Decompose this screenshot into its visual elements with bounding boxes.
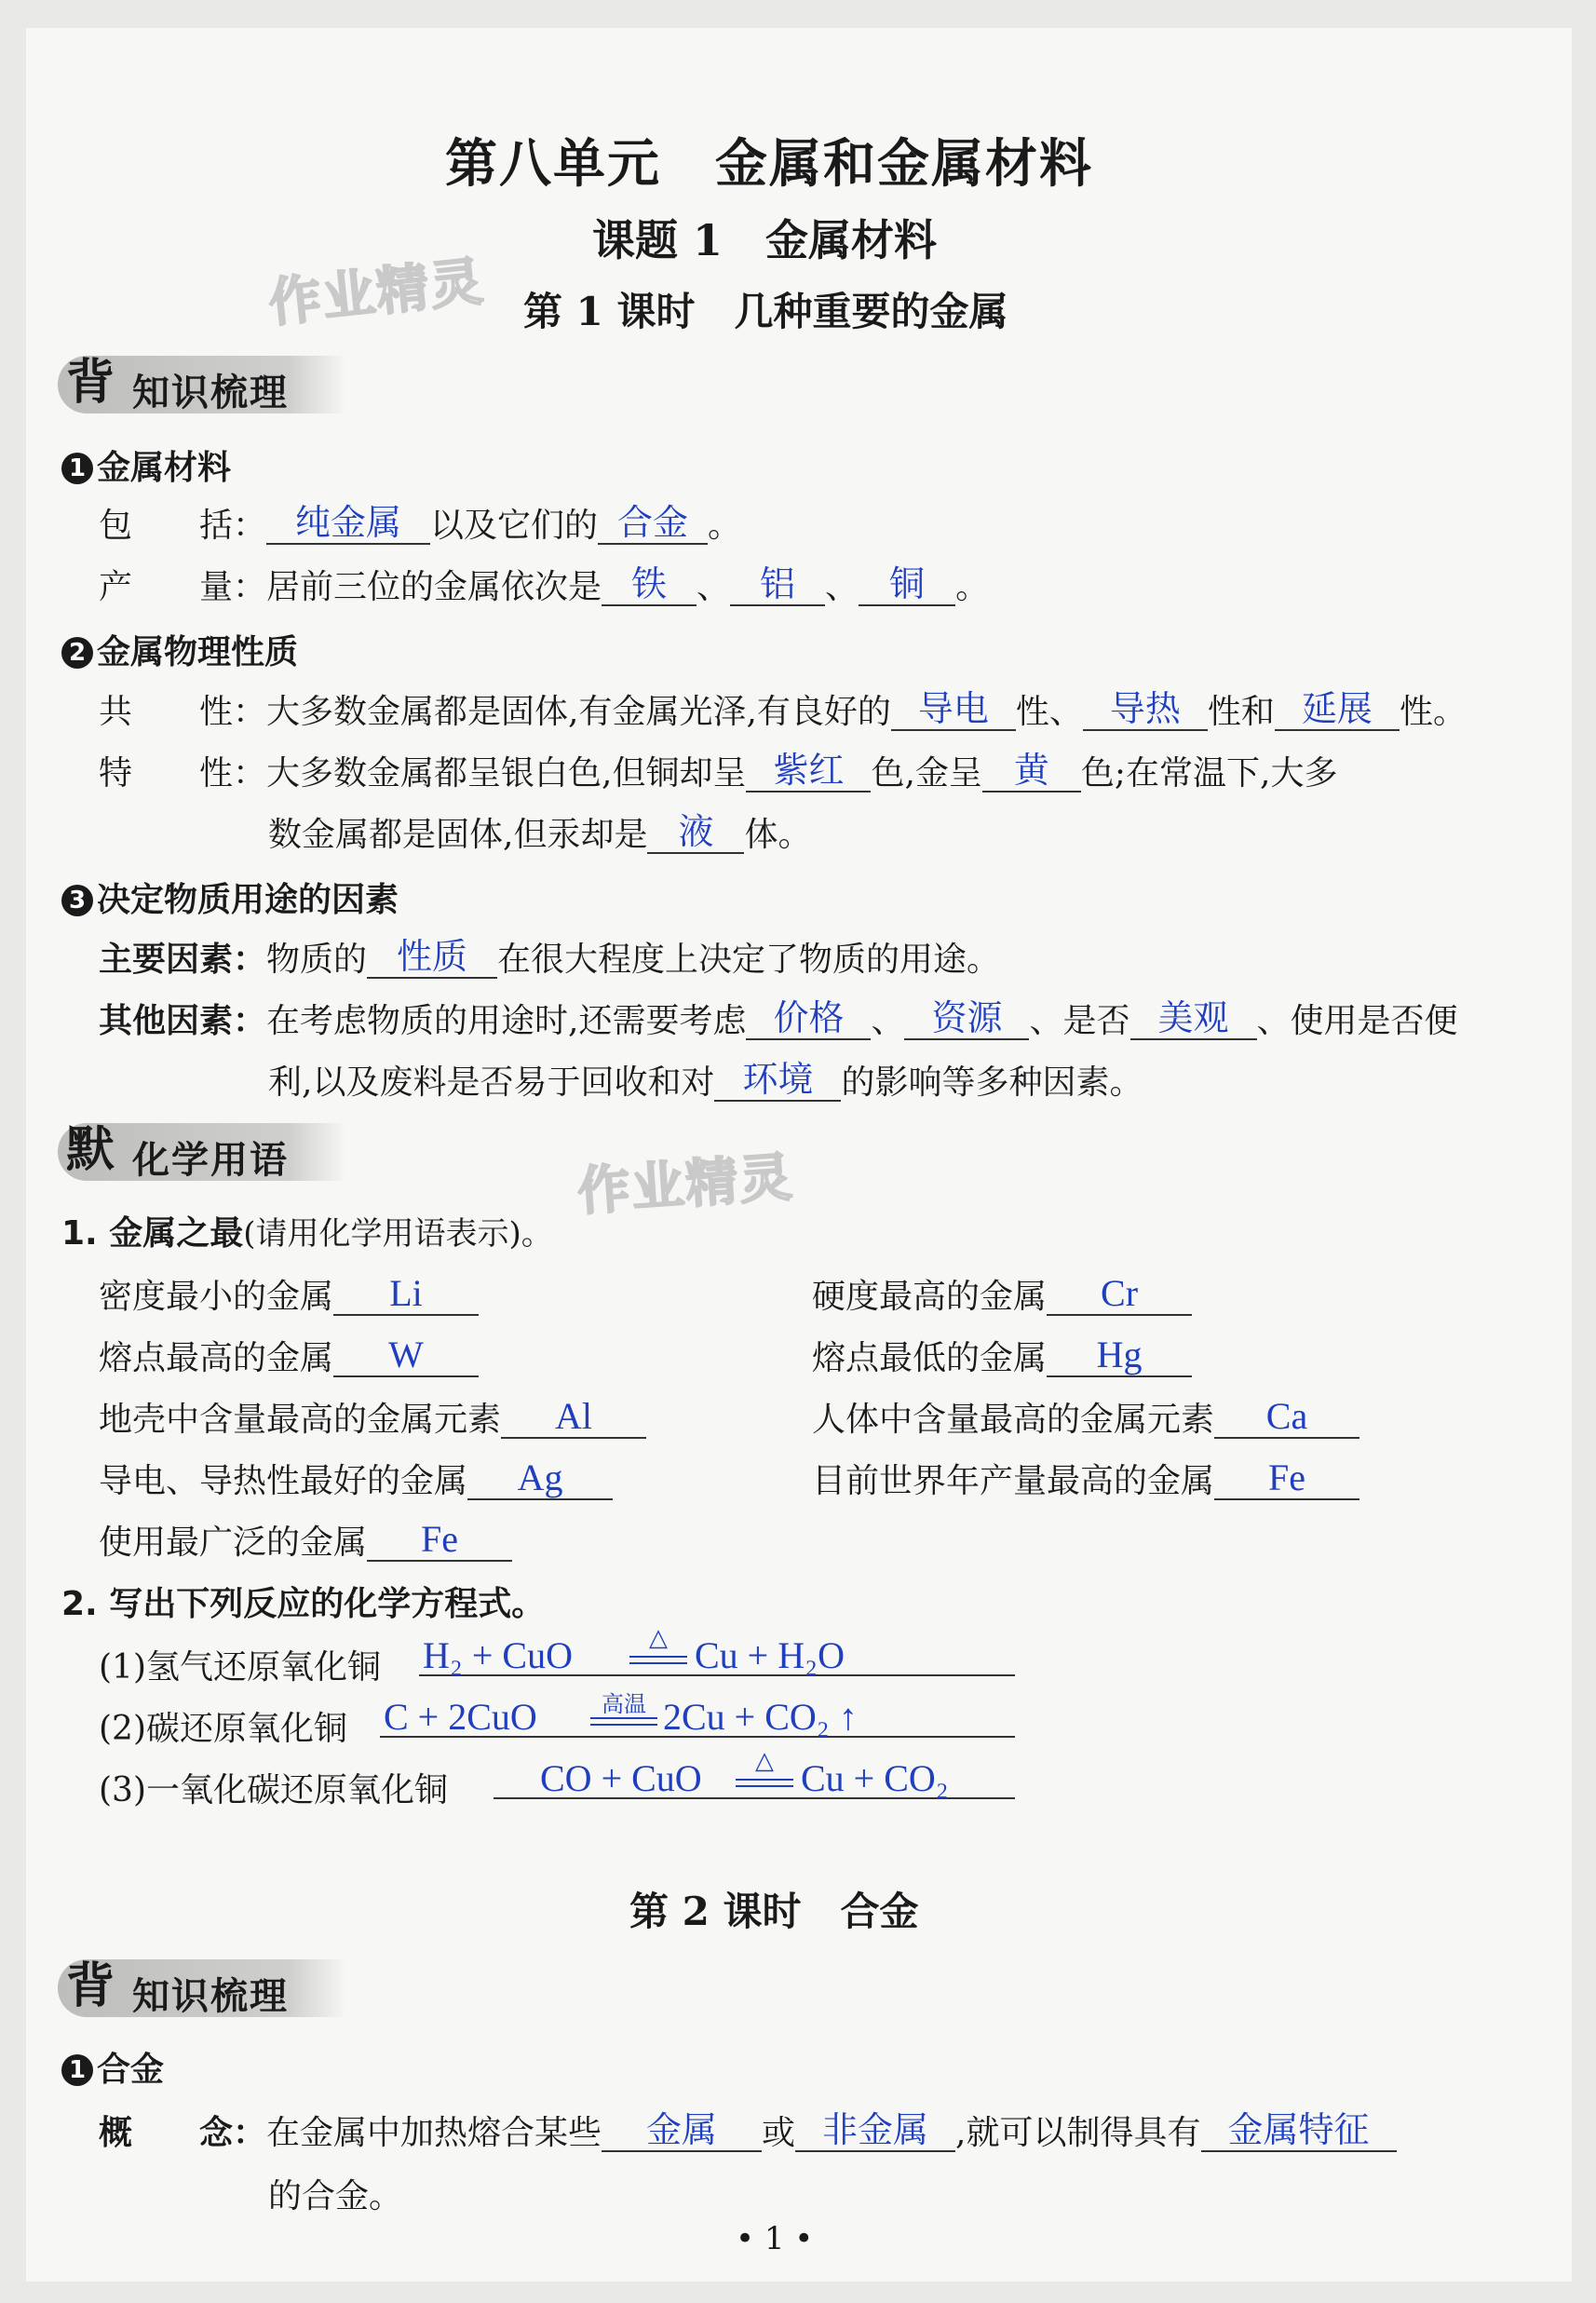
answer-blank: 价格 [746,997,871,1040]
badge-label: 化学用语 [132,1139,289,1182]
text: 、 [697,568,731,606]
section-title: 金属物理性质 [97,633,299,671]
row-other-factors [99,995,1458,1042]
section-title: 决定物质用途的因素 [97,881,399,919]
section-badge-knowledge [58,1959,346,2017]
section-badge-knowledge [58,356,346,413]
equation-question: (3)一氧化碳还原氧化铜 [99,1771,448,1809]
text: 、 [871,1002,905,1040]
superlative-item [99,1516,512,1564]
text: 体。 [744,816,812,854]
badge-label: 知识梳理 [132,1975,289,2018]
section-heading-alloy [61,2043,164,2091]
label: 概 念： [99,2114,267,2152]
label: 主要因素： [99,941,267,979]
answer-blank: 非金属 [795,2109,955,2152]
equation-products: Cu + H₂O [695,1634,845,1676]
superlative-item [812,1393,1359,1441]
equation-reactants: H₂ + CuO [423,1634,573,1676]
section-title: 金属材料 [97,449,232,487]
watermark: 作业精灵 [265,251,488,334]
text: 目前世界年产量最高的金属 [812,1462,1215,1500]
text: 密度最小的金属 [99,1278,334,1316]
equation-answer [380,1691,1015,1738]
superlative-item [99,1393,646,1441]
answer-blank: Fe [1214,1457,1359,1500]
answer-blank: W [333,1334,479,1377]
equation-products: Cu + CO₂ [801,1757,949,1799]
answer-blank: Cr [1047,1273,1192,1316]
badge-char: 背 [65,1958,115,2014]
answer-blank: 环境 [714,1059,841,1102]
reaction-condition: 高温 [590,1695,657,1736]
section-heading-physical-properties [61,626,298,673]
answer-blank: 金属 [602,2109,762,2152]
section-heading-usage-factors [61,874,399,921]
number-badge: 2 [61,637,93,669]
superlative-item [812,1332,1192,1379]
row-special [99,747,1338,794]
text: 利,以及废料是否易于回收和对 [268,1063,715,1102]
equation-products: 2Cu + CO₂ ↑ [663,1696,858,1738]
question-1-title [61,1207,553,1254]
superlative-item [812,1270,1192,1318]
equation-question: (2)碳还原氧化铜 [99,1710,347,1748]
text: 、是否 [1029,1002,1130,1040]
text: 。 [955,568,990,606]
watermark: 作业精灵 [575,1146,796,1224]
answer-blank: 美观 [1130,997,1257,1040]
equation-reactants: CO + CuO [540,1757,702,1799]
question-2-title: 2. 写出下列反应的化学方程式。 [61,1585,546,1623]
reaction-condition: △ [736,1756,793,1797]
answer-blank: 资源 [904,997,1029,1040]
reaction-condition: △ [629,1633,687,1674]
superlative-item [99,1332,479,1379]
answer-blank: 铁 [602,563,697,606]
badge-char: 默 [65,1121,115,1178]
text: ,就可以制得具有 [955,2114,1201,2152]
text: 熔点最低的金属 [812,1339,1048,1377]
section-title: 合金 [97,2051,165,2089]
text: 的影响等多种因素。 [841,1063,1143,1102]
text: 性和 [1207,693,1275,731]
badge-char: 背 [65,354,115,411]
answer-blank: 合金 [598,502,708,545]
badge-label: 知识梳理 [132,372,289,414]
text: 性、 [1015,693,1083,731]
text: 熔点最高的金属 [99,1339,334,1377]
page-number: • 1 • [736,2220,814,2257]
section-heading-metal-materials [61,441,231,489]
label: 其他因素： [99,1002,267,1040]
question-title: 1. 金属之最 [61,1214,244,1253]
answer-blank: 紫红 [746,750,871,793]
text: 居前三位的金属依次是 [266,568,602,606]
label: 包 括： [99,507,267,545]
section-badge-chemistry-terms [58,1123,346,1181]
answer-blank: 性质 [367,936,497,979]
text: 在很大程度上决定了物质的用途。 [497,941,1001,979]
answer-blank: Li [333,1273,479,1316]
equation-reactants: C + 2CuO [384,1696,537,1738]
number-badge: 1 [61,453,93,484]
number-badge: 3 [61,885,93,916]
text: 数金属都是固体,但汞却是 [268,816,648,854]
text: 色,金呈 [871,754,982,793]
lesson2-title: 第 2 课时 合金 [629,1889,919,1934]
topic-title: 课题 1 金属材料 [592,215,938,265]
answer-blank: 纯金属 [266,502,430,545]
answer-blank: 液 [647,811,744,854]
text: 使用最广泛的金属 [99,1524,368,1562]
answer-blank: Hg [1047,1334,1192,1377]
lesson1-title: 第 1 课时 几种重要的金属 [523,289,1008,334]
label: 共 性： [99,693,267,731]
text: 或 [762,2114,796,2152]
text: 硬度最高的金属 [812,1278,1048,1316]
text: 。 [708,507,742,545]
text: 以及它们的 [430,507,599,545]
answer-blank: 延展 [1275,688,1400,731]
number-badge: 1 [61,2054,93,2086]
text: 地壳中含量最高的金属元素 [99,1401,502,1439]
answer-blank: 黄 [982,750,1081,793]
label: 产 量： [99,568,267,606]
question-note: (请用化学用语表示)。 [243,1215,553,1253]
answer-blank: 金属特征 [1201,2109,1397,2152]
text: 人体中含量最高的金属元素 [812,1401,1215,1439]
text: 、 [825,568,859,606]
row-concept [99,2107,1397,2154]
text: 色;在常温下,大多 [1080,754,1338,793]
text: 大多数金属都呈银白色,但铜却呈 [266,754,747,793]
answer-blank: 导热 [1083,688,1208,731]
superlative-item [812,1455,1359,1502]
equation-answer [494,1747,1015,1799]
text: 性。 [1399,693,1467,731]
text: 在金属中加热熔合某些 [266,2114,602,2152]
row-special-cont [268,808,811,856]
row-common [99,685,1467,733]
text: 、使用是否便 [1256,1002,1458,1040]
answer-blank: Fe [367,1519,512,1562]
row-main-factor [99,933,1000,981]
row-other-factors-cont [268,1056,1143,1104]
answer-blank: 导电 [891,688,1016,731]
answer-blank: Ca [1214,1396,1359,1439]
answer-blank: Al [501,1396,646,1439]
row-concept-cont: 的合金。 [268,2177,403,2215]
row-output [99,561,989,608]
equation-answer [419,1624,1015,1676]
text: 大多数金属都是固体,有金属光泽,有良好的 [266,693,891,731]
label: 特 性： [99,754,267,793]
text: 在考虑物质的用途时,还需要考虑 [266,1002,747,1040]
text: 物质的 [266,941,368,979]
answer-blank: 铝 [730,563,825,606]
answer-blank: Ag [467,1457,613,1500]
superlative-item [99,1455,613,1502]
row-include [99,499,741,547]
text: 导电、导热性最好的金属 [99,1462,468,1500]
superlative-item [99,1270,479,1318]
unit-title: 第八单元 金属和金属材料 [445,133,1093,195]
equation-question: (1)氢气还原氧化铜 [99,1648,381,1687]
answer-blank: 铜 [859,563,955,606]
